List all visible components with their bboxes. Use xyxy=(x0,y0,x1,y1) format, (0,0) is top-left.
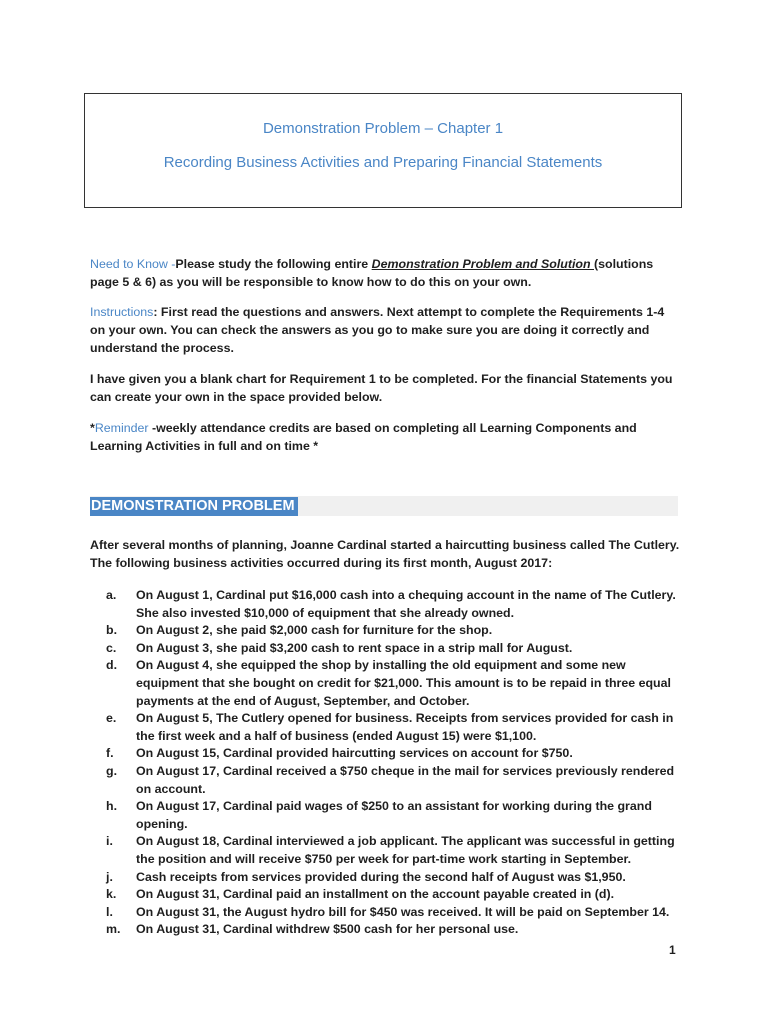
need-to-know-label: Need to Know - xyxy=(90,257,176,271)
list-item xyxy=(106,640,686,658)
list-marker: c. xyxy=(106,640,117,655)
list-item xyxy=(106,869,686,887)
list-item-text: On August 2, she paid $2,000 cash for furniture for the shop. xyxy=(136,623,493,638)
reminder-paragraph xyxy=(90,419,680,455)
instructions-text: : First read the questions and answers. Next attempt to complete the Requirements 1-4 on your own. You can check the answers as you go to make sure you are doing it correctly and understand the process. xyxy=(90,305,665,355)
section-heading: DEMONSTRATION PROBLEM xyxy=(90,497,298,516)
list-item-text: On August 1, Cardinal put $16,000 cash into a chequing account in the name of The Cutlery. She also invested $10,000 of equipment that she already owned. xyxy=(136,588,676,620)
list-marker: h. xyxy=(106,799,118,814)
list-item-text: On August 4, she equipped the shop by installing the old equipment and some new equipment that she bought on credit for $21,000. This amount is to be repaid in three equal payments at the end of August, September, and October. xyxy=(136,658,671,708)
need-to-know-text-a: Please study the following entire xyxy=(175,257,372,271)
list-item xyxy=(106,763,686,798)
list-item-text: Cash receipts from services provided during the second half of August was $1,950. xyxy=(136,869,626,884)
list-item-text: On August 31, the August hydro bill for $450 was received. It will be paid on September 14. xyxy=(136,904,670,919)
need-to-know-text-b: (solutions page 5 & 6) as you will be responsible to know how to do this on your own. xyxy=(90,257,654,289)
list-marker: i. xyxy=(106,834,113,849)
list-marker: f. xyxy=(106,746,114,761)
reminder-label: Reminder xyxy=(94,421,152,435)
demonstration-solution-link: Demonstration Problem and Solution xyxy=(371,257,594,271)
instructions-paragraph xyxy=(90,303,680,357)
title-box xyxy=(84,93,682,208)
list-marker: e. xyxy=(106,711,117,726)
list-item-text: On August 3, she paid $3,200 cash to rent space in a strip mall for August. xyxy=(136,640,573,655)
list-item xyxy=(106,833,686,868)
list-item xyxy=(106,886,686,904)
list-item xyxy=(106,745,686,763)
reminder-text: -weekly attendance credits are based on completing all Learning Components and Learning Activities in full and on time * xyxy=(90,421,637,453)
list-marker: a. xyxy=(106,588,117,602)
list-marker: d. xyxy=(106,658,118,673)
activities-list xyxy=(106,587,686,939)
reminder-prefix: * xyxy=(90,421,95,435)
list-item xyxy=(106,657,686,710)
list-item-text: On August 5, The Cutlery opened for business. Receipts from services provided for cash in the first week and a half of business (ended August 15) were $1,100. xyxy=(136,711,674,743)
list-item-text: On August 31, Cardinal paid an installment on the account payable created in (d). xyxy=(136,887,615,902)
list-item-text: On August 15, Cardinal provided haircutting services on account for $750. xyxy=(136,746,573,761)
list-item xyxy=(106,904,686,922)
list-item xyxy=(106,921,686,939)
blank-chart-note: I have given you a blank chart for Requirement 1 to be completed. For the financial Statements you can create your own in the space provided below. xyxy=(90,372,673,404)
list-marker: b. xyxy=(106,623,118,638)
list-item-text: On August 18, Cardinal interviewed a job applicant. The applicant was successful in getting the position and will receive $750 per week for part-time work starting in September. xyxy=(136,834,675,866)
list-item xyxy=(106,710,686,745)
intro-paragraph: After several months of planning, Joanne Cardinal started a haircutting business called The Cutlery. The following business activities occurred during its first month, August 2017: xyxy=(90,538,680,570)
list-marker: j. xyxy=(106,869,113,884)
list-marker: l. xyxy=(106,904,113,919)
list-marker: g. xyxy=(106,763,118,778)
instructions-label: Instructions xyxy=(90,305,154,319)
document-title: Demonstration Problem – Chapter 1 xyxy=(262,120,504,137)
list-marker: m. xyxy=(106,922,121,937)
list-item xyxy=(106,587,686,622)
list-item-text: On August 17, Cardinal received a $750 cheque in the mail for services previously rendered on account. xyxy=(136,763,675,796)
list-item-text: On August 31, Cardinal withdrew $500 cash for her personal use. xyxy=(136,922,519,937)
list-item xyxy=(106,798,686,833)
list-marker: k. xyxy=(106,887,117,902)
document-subtitle: Recording Business Activities and Preparing Financial Statements xyxy=(163,154,603,171)
list-item xyxy=(106,622,686,640)
need-to-know-paragraph xyxy=(90,255,680,291)
list-item-text: On August 17, Cardinal paid wages of $250 to an assistant for working during the grand opening. xyxy=(136,799,652,831)
page-number: 1 xyxy=(669,943,676,957)
